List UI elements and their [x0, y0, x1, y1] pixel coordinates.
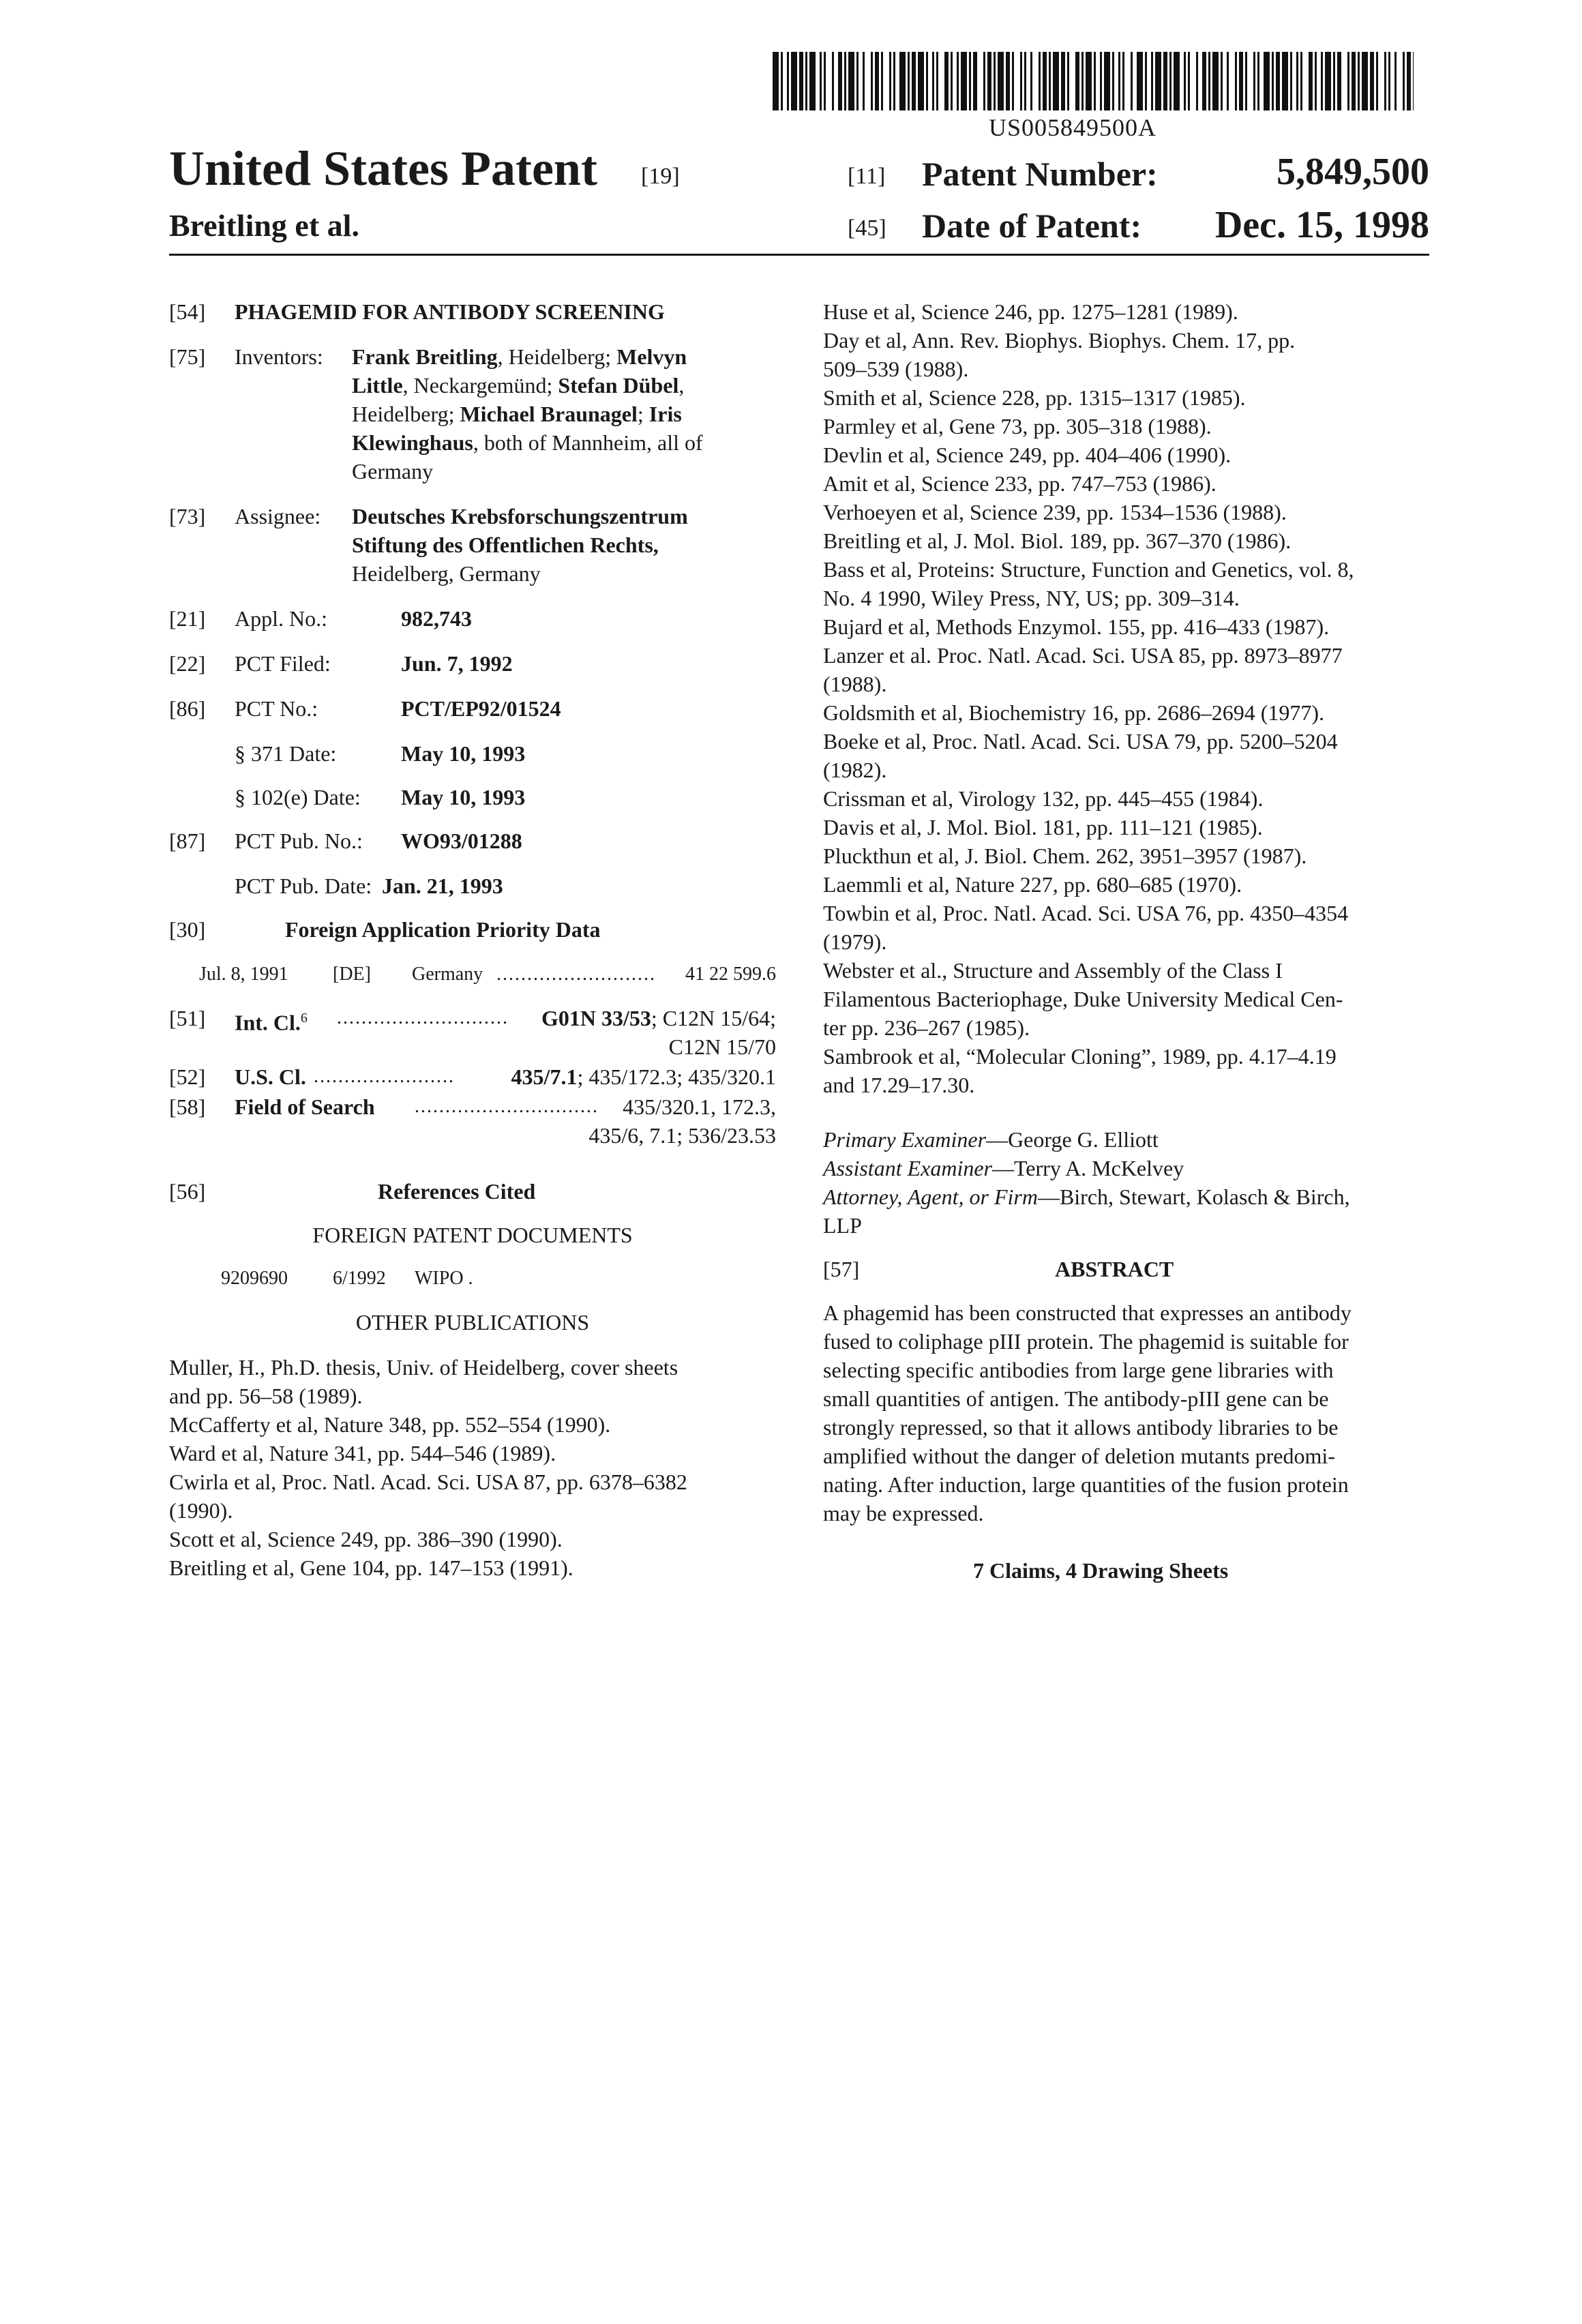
barcode-bar — [1394, 52, 1397, 110]
barcode-bar — [1347, 52, 1349, 110]
intcl-label: Int. Cl.$^6$ — [235, 1010, 308, 1035]
barcode — [773, 52, 1414, 110]
barcode-bar — [832, 52, 834, 110]
barcode-bar — [1276, 52, 1280, 110]
publication-line: Breitling et al, J. Mol. Biol. 189, pp. 367–370 (1986). — [823, 528, 1292, 553]
field-label: PCT No.: — [235, 696, 318, 721]
abstract-heading: ABSTRACT — [1055, 1257, 1174, 1281]
field-code: [22] — [169, 651, 206, 676]
barcode-bar — [1272, 52, 1274, 110]
abstract-heading-row — [823, 1255, 1429, 1283]
barcode-bar — [1061, 52, 1065, 110]
barcode-bar — [926, 52, 928, 110]
abstract-line: A phagemid has been constructed that expresses an antibody — [823, 1300, 1352, 1325]
pub-no-field — [169, 826, 776, 855]
assignee-field — [169, 502, 776, 588]
left-publications — [169, 1353, 776, 1582]
title-field — [169, 297, 776, 326]
pct-filed-date: Jun. 7, 1992 — [401, 651, 513, 676]
barcode-bar — [1352, 52, 1356, 110]
foreign-doc-date: 6/1992 — [333, 1268, 386, 1289]
publication-line: Parmley et al, Gene 73, pp. 305–318 (1988). — [823, 414, 1212, 438]
publication-line: Bujard et al, Methods Enzymol. 155, pp. 416–433 (1987). — [823, 614, 1330, 639]
field-code: [57] — [823, 1257, 860, 1281]
patent-date: Dec. 15, 1998 — [1214, 204, 1429, 246]
barcode-bar — [1049, 52, 1051, 110]
assignee-line: Heidelberg, Germany — [352, 561, 541, 586]
appl-field — [169, 604, 776, 633]
publication-line: Goldsmith et al, Biochemistry 16, pp. 2686–2694 (1977). — [823, 700, 1325, 725]
publication-line: Muller, H., Ph.D. thesis, Univ. of Heidelberg, cover sheets — [169, 1355, 678, 1380]
barcode-bar — [1208, 52, 1210, 110]
foreign-priority-field — [169, 915, 776, 944]
priority-number: 41 22 599.6 — [685, 964, 776, 985]
barcode-bar — [893, 52, 895, 110]
priority-country: Germany — [412, 964, 483, 985]
barcode-bar — [1104, 52, 1110, 110]
barcode-bar — [1081, 52, 1084, 110]
publication-line: Devlin et al, Science 249, pp. 404–406 (1990). — [823, 443, 1232, 467]
barcode-bar — [1169, 52, 1171, 110]
inventors-line: Heidelberg; Michael Braunagel; Iris — [352, 402, 682, 426]
s371-row — [169, 739, 776, 768]
abstract-line: selecting specific antibodies from large gene libraries with — [823, 1358, 1334, 1382]
barcode-bar — [1370, 52, 1374, 110]
foreign-doc-office: WIPO . — [415, 1268, 473, 1289]
abstract-line: small quantities of antigen. The antibody-pIII gene can be — [823, 1386, 1329, 1411]
barcode-bar — [1131, 52, 1133, 110]
barcode-bar — [1282, 52, 1288, 110]
barcode-bar — [1043, 52, 1047, 110]
publication-line: Crissman et al, Virology 132, pp. 445–455 (1984). — [823, 786, 1264, 811]
publication-line: (1990). — [169, 1498, 233, 1523]
barcode-number: US005849500A — [989, 114, 1157, 141]
pub-number: WO93/01288 — [401, 829, 522, 853]
barcode-bar — [912, 52, 916, 110]
publication-line: Day et al, Ann. Rev. Biophys. Biophys. Chem. 17, pp. — [823, 328, 1296, 353]
publication-line: No. 4 1990, Wiley Press, NY, US; pp. 309–314. — [823, 586, 1240, 610]
barcode-bar — [1253, 52, 1255, 110]
barcode-bar — [1137, 52, 1143, 110]
barcode-bar — [1118, 52, 1120, 110]
barcode-bar — [957, 52, 959, 110]
pub-date-row — [169, 872, 776, 900]
intcl-value: G01N 33/53; C12N 15/64; — [541, 1006, 776, 1030]
barcode-bar — [1407, 52, 1411, 110]
invention-title: PHAGEMID FOR ANTIBODY SCREENING — [235, 299, 665, 324]
barcode-bar — [820, 52, 822, 110]
publication-line: Laemmli et al, Nature 227, pp. 680–685 (1970). — [823, 872, 1242, 897]
barcode-bar — [1362, 52, 1368, 110]
barcode-bar — [1094, 52, 1096, 110]
barcode-bar — [856, 52, 859, 110]
barcode-bar — [1315, 52, 1317, 110]
publication-line: Huse et al, Science 246, pp. 1275–1281 (1989). — [823, 299, 1238, 324]
search-leader: .............................. — [415, 1096, 599, 1117]
publication-line: Boeke et al, Proc. Natl. Acad. Sci. USA 79, pp. 5200–5204 — [823, 729, 1338, 754]
date-code: [45] — [848, 215, 886, 241]
field-code: [52] — [169, 1064, 206, 1089]
barcode-bar — [809, 52, 816, 110]
field-code: [51] — [169, 1006, 206, 1030]
barcode-bar — [1384, 52, 1386, 110]
publication-line: Sambrook et al, “Molecular Cloning”, 1989, pp. 4.17–4.19 — [823, 1044, 1337, 1069]
publication-line: Amit et al, Science 233, pp. 747–753 (1986). — [823, 471, 1217, 496]
publication-line: and pp. 56–58 (1989). — [169, 1384, 363, 1408]
publication-line: Smith et al, Science 228, pp. 1315–1317 (1985). — [823, 385, 1246, 410]
barcode-bar — [1245, 52, 1247, 110]
field-code: [75] — [169, 344, 206, 369]
publication-line: (1982). — [823, 758, 887, 782]
inventors-line: Germany — [352, 459, 434, 483]
pct-number: PCT/EP92/01524 — [401, 696, 561, 721]
attorney-line-2: LLP — [823, 1213, 862, 1238]
barcode-bar — [844, 52, 846, 110]
barcode-bar — [1145, 52, 1147, 110]
intcl-field — [169, 1004, 776, 1061]
barcode-bar — [1290, 52, 1292, 110]
barcode-bar — [1024, 52, 1026, 110]
barcode-bar — [987, 52, 991, 110]
field-code: [58] — [169, 1094, 206, 1119]
s371-date: May 10, 1993 — [401, 741, 526, 766]
field-label: PCT Pub. No.: — [235, 829, 363, 853]
barcode-bar — [824, 52, 826, 110]
right-publications — [823, 297, 1429, 1099]
barcode-bar — [1333, 52, 1335, 110]
publication-line: (1979). — [823, 929, 887, 954]
s371-label: § 371 Date: — [235, 741, 337, 766]
s102-row — [169, 783, 776, 811]
intcl-leader: ............................ — [337, 1007, 509, 1028]
barcode-bar — [787, 52, 789, 110]
barcode-bar — [773, 52, 779, 110]
barcode-bar — [1202, 52, 1206, 110]
barcode-bar — [1376, 52, 1378, 110]
barcode-bar — [1325, 52, 1331, 110]
barcode-bar — [863, 52, 865, 110]
barcode-bar — [838, 52, 842, 110]
barcode-bar — [908, 52, 910, 110]
barcode-bar — [875, 52, 879, 110]
barcode-bar — [1067, 52, 1069, 110]
publication-line: Webster et al., Structure and Assembly of the Class I — [823, 958, 1283, 983]
title-code: [19] — [641, 164, 680, 189]
publication-line: Ward et al, Nature 341, pp. 544–546 (1989). — [169, 1441, 556, 1465]
patent-number-label: Patent Number: — [922, 155, 1158, 193]
s102-label: § 102(e) Date: — [235, 785, 361, 809]
publication-line: Cwirla et al, Proc. Natl. Acad. Sci. USA 87, pp. 6378–6382 — [169, 1470, 687, 1494]
publication-line: Towbin et al, Proc. Natl. Acad. Sci. USA 76, pp. 4350–4354 — [823, 901, 1349, 925]
abstract-body — [823, 1298, 1429, 1528]
foreign-doc-number: 9209690 — [221, 1268, 288, 1289]
barcode-bar — [918, 52, 924, 110]
barcode-bar — [881, 52, 883, 110]
field-label: Assignee: — [235, 504, 321, 528]
foreign-docs-heading: FOREIGN PATENT DOCUMENTS — [312, 1223, 633, 1247]
barcode-bar — [1300, 52, 1302, 110]
publication-line: (1988). — [823, 672, 887, 696]
foreign-priority-heading: Foreign Application Priority Data — [285, 917, 601, 942]
examiners — [823, 1125, 1429, 1240]
patent-office-title: United States Patent — [169, 141, 597, 196]
assignee-line: Stiftung des Offentlichen Rechts, — [352, 533, 659, 557]
barcode-bar — [1174, 52, 1180, 110]
field-label: Appl. No.: — [235, 606, 327, 631]
intcl-value-2: C12N 15/70 — [668, 1034, 776, 1059]
inventors-line: Klewinghaus, both of Mannheim, all of — [352, 430, 703, 455]
barcode-bar — [969, 52, 971, 110]
barcode-bar — [1188, 52, 1190, 110]
attorney: Attorney, Agent, or Firm—Birch, Stewart, Kolasch & Birch, — [823, 1185, 1350, 1209]
right-column — [823, 297, 1429, 1585]
field-code: [21] — [169, 606, 206, 631]
barcode-bar — [951, 52, 953, 110]
barcode-bar — [1151, 52, 1153, 110]
pub-date: Jan. 21, 1993 — [382, 874, 503, 898]
foreign-doc-row — [169, 1264, 776, 1293]
publication-line: Scott et al, Science 249, pp. 386–390 (1990). — [169, 1527, 563, 1551]
pct-filed-field — [169, 649, 776, 678]
barcode-bar — [1012, 52, 1014, 110]
field-code: [87] — [169, 829, 206, 853]
barcode-bar — [1163, 52, 1167, 110]
priority-date: Jul. 8, 1991 — [199, 964, 288, 985]
barcode-bar — [936, 52, 938, 110]
pub-date-label: PCT Pub. Date: — [235, 874, 372, 898]
barcode-bar — [799, 52, 803, 110]
barcode-icon — [773, 52, 1414, 110]
barcode-bar — [1053, 52, 1059, 110]
barcode-bar — [961, 52, 967, 110]
barcode-bar — [1358, 52, 1360, 110]
search-value-2: 435/6, 7.1; 536/23.53 — [588, 1123, 776, 1148]
inventors-list — [352, 342, 776, 486]
barcode-bar — [1337, 52, 1341, 110]
publication-line: and 17.29–17.30. — [823, 1073, 975, 1097]
publication-line: ter pp. 236–267 (1985). — [823, 1015, 1030, 1040]
inventors-line: Little, Neckargemünd; Stefan Dübel, — [352, 373, 685, 398]
publication-line: Verhoeyen et al, Science 239, pp. 1534–1536 (1988). — [823, 500, 1287, 524]
barcode-bar — [791, 52, 797, 110]
abstract-line: amplified without the danger of deletion mutants predomi- — [823, 1444, 1335, 1468]
barcode-bar — [848, 52, 854, 110]
uscl-leader: ....................... — [314, 1066, 455, 1087]
uscl-label: U.S. Cl. — [235, 1064, 306, 1089]
publication-line: McCafferty et al, Nature 348, pp. 552–554 (1990). — [169, 1412, 611, 1437]
foreign-priority-row — [169, 960, 776, 989]
uscl-field — [169, 1062, 776, 1091]
barcode-bar — [1020, 52, 1022, 110]
pct-no-field — [169, 694, 776, 723]
abstract-line: strongly repressed, so that it allows antibody libraries to be — [823, 1415, 1339, 1440]
abstract-line: may be expressed. — [823, 1501, 984, 1525]
barcode-bar — [1155, 52, 1161, 110]
barcode-bar — [1075, 52, 1079, 110]
primary-examiner: Primary Examiner—George G. Elliott — [823, 1127, 1159, 1152]
field-code: [54] — [169, 299, 206, 324]
barcode-bar — [973, 52, 977, 110]
barcode-bar — [944, 52, 949, 110]
publication-line: Davis et al, J. Mol. Biol. 181, pp. 111–121 (1985). — [823, 815, 1263, 839]
barcode-bar — [1321, 52, 1323, 110]
search-field — [169, 1092, 776, 1150]
publication-line: Lanzer et al. Proc. Natl. Acad. Sci. USA 85, pp. 8973–8977 — [823, 643, 1343, 668]
field-label: PCT Filed: — [235, 651, 331, 676]
inventors-line: Frank Breitling, Heidelberg; Melvyn — [352, 344, 687, 369]
field-code: [86] — [169, 696, 206, 721]
patent-number-code: [11] — [848, 164, 886, 189]
barcode-bar — [994, 52, 996, 110]
barcode-bar — [889, 52, 891, 110]
barcode-bar — [1196, 52, 1198, 110]
barcode-bar — [1212, 52, 1219, 110]
barcode-bar — [1184, 52, 1186, 110]
barcode-bar — [1309, 52, 1313, 110]
barcode-bar — [932, 52, 934, 110]
barcode-bar — [1413, 52, 1414, 110]
assignee-line: Deutsches Krebsforschungszentrum — [352, 504, 688, 528]
publication-line: 509–539 (1988). — [823, 357, 969, 381]
barcode-bar — [1227, 52, 1229, 110]
date-label: Date of Patent: — [922, 207, 1142, 245]
publication-line: Pluckthun et al, J. Biol. Chem. 262, 3951–3957 (1987). — [823, 844, 1307, 868]
publication-line: Bass et al, Proteins: Structure, Function and Genetics, vol. 8, — [823, 557, 1354, 582]
barcode-bar — [1403, 52, 1405, 110]
claims-summary: 7 Claims, 4 Drawing Sheets — [973, 1558, 1229, 1583]
barcode-bar — [1100, 52, 1102, 110]
barcode-bar — [1257, 52, 1259, 110]
publication-line: Filamentous Bacteriophage, Duke University Medical Cen- — [823, 987, 1343, 1011]
field-code: [56] — [169, 1179, 206, 1204]
barcode-bar — [781, 52, 783, 110]
field-code: [30] — [169, 917, 206, 942]
barcode-bar — [1006, 52, 1010, 110]
barcode-bar — [1086, 52, 1092, 110]
field-code: [73] — [169, 504, 206, 528]
barcode-bar — [1039, 52, 1041, 110]
barcode-bar — [983, 52, 985, 110]
priority-leader: .......................... — [496, 964, 656, 985]
search-value: 435/320.1, 172.3, — [623, 1094, 776, 1119]
barcode-bar — [1112, 52, 1114, 110]
barcode-bar — [1221, 52, 1223, 110]
barcode-bar — [1235, 52, 1237, 110]
left-column — [169, 297, 776, 1582]
inventor-short: Breitling et al. — [169, 208, 359, 243]
s102-date: May 10, 1993 — [401, 785, 526, 809]
abstract-line: nating. After induction, large quantities of the fusion protein — [823, 1472, 1349, 1497]
patent-number: 5,849,500 — [1277, 151, 1429, 193]
barcode-bar — [998, 52, 1004, 110]
priority-country-code: [DE] — [333, 964, 371, 985]
barcode-bar — [1264, 52, 1270, 110]
assistant-examiner: Assistant Examiner—Terry A. McKelvey — [823, 1156, 1184, 1180]
field-label: Inventors: — [235, 344, 323, 369]
search-label: Field of Search — [235, 1094, 375, 1119]
abstract-line: fused to coliphage pIII protein. The phagemid is suitable for — [823, 1329, 1349, 1354]
barcode-bar — [1388, 52, 1390, 110]
barcode-bar — [899, 52, 906, 110]
barcode-bar — [1296, 52, 1298, 110]
inventors-field — [169, 342, 776, 486]
uscl-value: 435/7.1; 435/172.3; 435/320.1 — [511, 1064, 776, 1089]
publication-line: Breitling et al, Gene 104, pp. 147–153 (1991). — [169, 1555, 573, 1580]
references-heading-row — [169, 1177, 776, 1206]
assignee-value — [352, 502, 776, 588]
barcode-bar — [1122, 52, 1124, 110]
barcode-bar — [871, 52, 873, 110]
references-heading: References Cited — [378, 1179, 536, 1204]
appl-number: 982,743 — [401, 606, 472, 631]
header-rule — [169, 254, 1429, 256]
barcode-bar — [1030, 52, 1032, 110]
other-publications-heading: OTHER PUBLICATIONS — [355, 1310, 590, 1335]
barcode-bar — [1239, 52, 1243, 110]
barcode-bar — [805, 52, 807, 110]
